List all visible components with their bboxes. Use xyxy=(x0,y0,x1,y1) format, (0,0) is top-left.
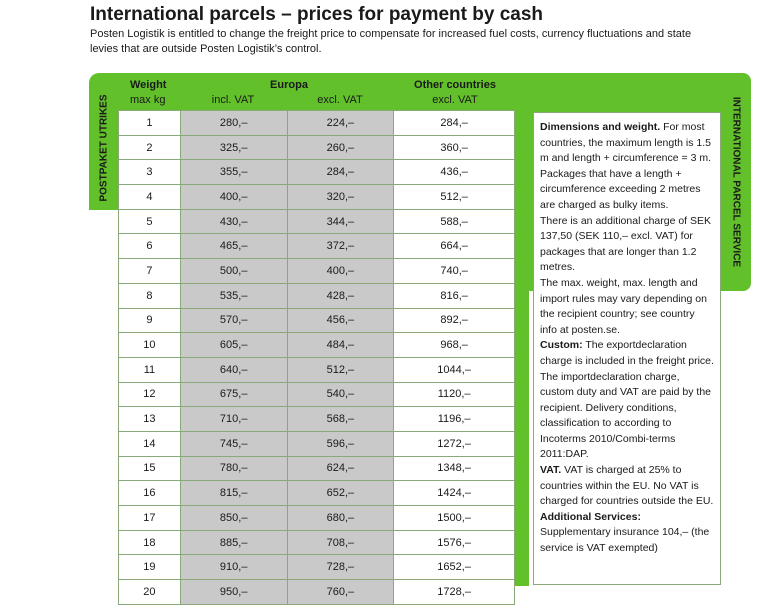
price-table xyxy=(118,110,515,605)
table-row xyxy=(119,259,515,284)
cell-other-excl: 816,– xyxy=(394,283,515,308)
table-row xyxy=(119,234,515,259)
cell-europa-excl: 728,– xyxy=(287,555,394,580)
info-services xyxy=(540,510,714,526)
cell-europa-excl: 224,– xyxy=(287,111,394,136)
header-weight: Weight xyxy=(130,79,167,91)
cell-europa-incl: 280,– xyxy=(180,111,287,136)
cell-other-excl: 1424,– xyxy=(394,481,515,506)
cell-weight: 14 xyxy=(119,431,181,456)
table-row xyxy=(119,209,515,234)
cell-other-excl: 1120,– xyxy=(394,382,515,407)
cell-weight: 13 xyxy=(119,407,181,432)
cell-europa-excl: 320,– xyxy=(287,185,394,210)
cell-other-excl: 436,– xyxy=(394,160,515,185)
cell-weight: 18 xyxy=(119,530,181,555)
info-limits: The max. weight, max. length and import rules may vary depending on the recipient country; see country info at posten.se. xyxy=(540,276,707,336)
info-vat-text: VAT is charged at 25% to countries within the EU. No VAT is charged for countries outside the EU. xyxy=(540,464,714,508)
info-services-text: Supplementary insurance 104,– (the service is VAT exempted) xyxy=(540,526,710,555)
price-table-body xyxy=(119,111,515,605)
cell-weight: 12 xyxy=(119,382,181,407)
cell-europa-incl: 605,– xyxy=(180,333,287,358)
table-row xyxy=(119,407,515,432)
header-europa: Europa xyxy=(270,79,308,91)
table-row xyxy=(119,431,515,456)
cell-europa-incl: 780,– xyxy=(180,456,287,481)
table-row xyxy=(119,160,515,185)
table-row xyxy=(119,308,515,333)
cell-europa-excl: 568,– xyxy=(287,407,394,432)
cell-europa-excl: 260,– xyxy=(287,135,394,160)
cell-other-excl: 1500,– xyxy=(394,506,515,531)
info-custom xyxy=(540,338,714,463)
info-panel xyxy=(533,112,721,585)
table-row xyxy=(119,530,515,555)
cell-other-excl: 664,– xyxy=(394,234,515,259)
cell-europa-excl: 456,– xyxy=(287,308,394,333)
cell-other-excl: 1348,– xyxy=(394,456,515,481)
page-title: International parcels – prices for payment by cash xyxy=(90,4,543,25)
cell-europa-incl: 910,– xyxy=(180,555,287,580)
info-dimensions-text: For most countries, the maximum length is 1.5 m and length + circumference = 3 m. xyxy=(540,121,711,165)
table-row xyxy=(119,185,515,210)
table-row xyxy=(119,333,515,358)
cell-europa-incl: 355,– xyxy=(180,160,287,185)
side-label-right: INTERNATIONAL PARCEL SERVICE xyxy=(730,96,742,268)
cell-other-excl: 1576,– xyxy=(394,530,515,555)
header-europa-excl: excl. VAT xyxy=(317,94,363,106)
cell-europa-incl: 535,– xyxy=(180,283,287,308)
cell-other-excl: 1652,– xyxy=(394,555,515,580)
info-dimensions xyxy=(540,120,714,167)
cell-other-excl: 1272,– xyxy=(394,431,515,456)
cell-other-excl: 588,– xyxy=(394,209,515,234)
cell-europa-excl: 400,– xyxy=(287,259,394,284)
table-row xyxy=(119,456,515,481)
cell-europa-excl: 344,– xyxy=(287,209,394,234)
table-row xyxy=(119,111,515,136)
cell-europa-excl: 596,– xyxy=(287,431,394,456)
cell-europa-excl: 484,– xyxy=(287,333,394,358)
cell-europa-incl: 850,– xyxy=(180,506,287,531)
info-services-heading: Additional Services: xyxy=(540,510,641,523)
cell-europa-incl: 325,– xyxy=(180,135,287,160)
header-other: Other countries xyxy=(414,79,496,91)
info-custom-text: The exportdeclaration charge is included in the freight price. The importdeclaration charge, custom duty and VAT are paid by the recipient. Delivery conditions, classification to according to Incoterms 2010/Combi-terms 2011:DAP. xyxy=(540,339,714,461)
panel-notch xyxy=(89,210,119,600)
cell-other-excl: 1044,– xyxy=(394,357,515,382)
header-other-excl: excl. VAT xyxy=(432,94,478,106)
cell-other-excl: 892,– xyxy=(394,308,515,333)
cell-weight: 9 xyxy=(119,308,181,333)
cell-europa-excl: 284,– xyxy=(287,160,394,185)
table-row xyxy=(119,382,515,407)
cell-europa-excl: 760,– xyxy=(287,580,394,605)
info-long: There is an additional charge of SEK 137,50 (SEK 110,– excl. VAT) for packages that are longer than 1.2 metres. xyxy=(540,214,712,274)
table-row xyxy=(119,555,515,580)
cell-other-excl: 512,– xyxy=(394,185,515,210)
header-europa-incl: incl. VAT xyxy=(211,94,255,106)
cell-weight: 4 xyxy=(119,185,181,210)
table-row xyxy=(119,283,515,308)
cell-weight: 6 xyxy=(119,234,181,259)
cell-europa-excl: 680,– xyxy=(287,506,394,531)
cell-europa-excl: 708,– xyxy=(287,530,394,555)
table-row xyxy=(119,357,515,382)
cell-weight: 1 xyxy=(119,111,181,136)
cell-other-excl: 284,– xyxy=(394,111,515,136)
cell-europa-excl: 540,– xyxy=(287,382,394,407)
cell-other-excl: 968,– xyxy=(394,333,515,358)
cell-other-excl: 740,– xyxy=(394,259,515,284)
header-weight-sub: max kg xyxy=(130,94,166,106)
cell-weight: 5 xyxy=(119,209,181,234)
cell-europa-incl: 710,– xyxy=(180,407,287,432)
cell-europa-incl: 950,– xyxy=(180,580,287,605)
table-row xyxy=(119,481,515,506)
table-row xyxy=(119,135,515,160)
info-vat-heading: VAT. xyxy=(540,464,562,477)
cell-europa-incl: 500,– xyxy=(180,259,287,284)
cell-europa-incl: 640,– xyxy=(180,357,287,382)
side-label-left: POSTPAKET UTRIKES xyxy=(98,94,110,202)
cell-europa-incl: 430,– xyxy=(180,209,287,234)
cell-weight: 20 xyxy=(119,580,181,605)
cell-europa-incl: 815,– xyxy=(180,481,287,506)
cell-other-excl: 360,– xyxy=(394,135,515,160)
cell-other-excl: 1196,– xyxy=(394,407,515,432)
cell-europa-excl: 512,– xyxy=(287,357,394,382)
info-bulky: Packages that have a length + circumference exceeding 2 metres are charged as bulky items. xyxy=(540,167,701,211)
cell-weight: 19 xyxy=(119,555,181,580)
cell-weight: 17 xyxy=(119,506,181,531)
cell-weight: 15 xyxy=(119,456,181,481)
table-row xyxy=(119,506,515,531)
cell-weight: 10 xyxy=(119,333,181,358)
intro-text: Posten Logistik is entitled to change the freight price to compensate for increased fuel costs, currency fluctuations and state levies that are outside Posten Logistik’s control. xyxy=(90,28,692,55)
info-custom-heading: Custom: xyxy=(540,339,583,352)
cell-weight: 16 xyxy=(119,481,181,506)
cell-weight: 7 xyxy=(119,259,181,284)
cell-weight: 11 xyxy=(119,357,181,382)
cell-europa-incl: 570,– xyxy=(180,308,287,333)
cell-weight: 2 xyxy=(119,135,181,160)
cell-weight: 8 xyxy=(119,283,181,308)
cell-europa-incl: 745,– xyxy=(180,431,287,456)
cell-europa-excl: 624,– xyxy=(287,456,394,481)
info-dimensions-heading: Dimensions and weight. xyxy=(540,121,661,133)
cell-other-excl: 1728,– xyxy=(394,580,515,605)
table-row xyxy=(119,580,515,605)
cell-europa-incl: 885,– xyxy=(180,530,287,555)
cell-weight: 3 xyxy=(119,160,181,185)
info-vat xyxy=(540,463,714,510)
cell-europa-incl: 675,– xyxy=(180,382,287,407)
cell-europa-excl: 428,– xyxy=(287,283,394,308)
cell-europa-incl: 465,– xyxy=(180,234,287,259)
cell-europa-excl: 372,– xyxy=(287,234,394,259)
cell-europa-incl: 400,– xyxy=(180,185,287,210)
cell-europa-excl: 652,– xyxy=(287,481,394,506)
